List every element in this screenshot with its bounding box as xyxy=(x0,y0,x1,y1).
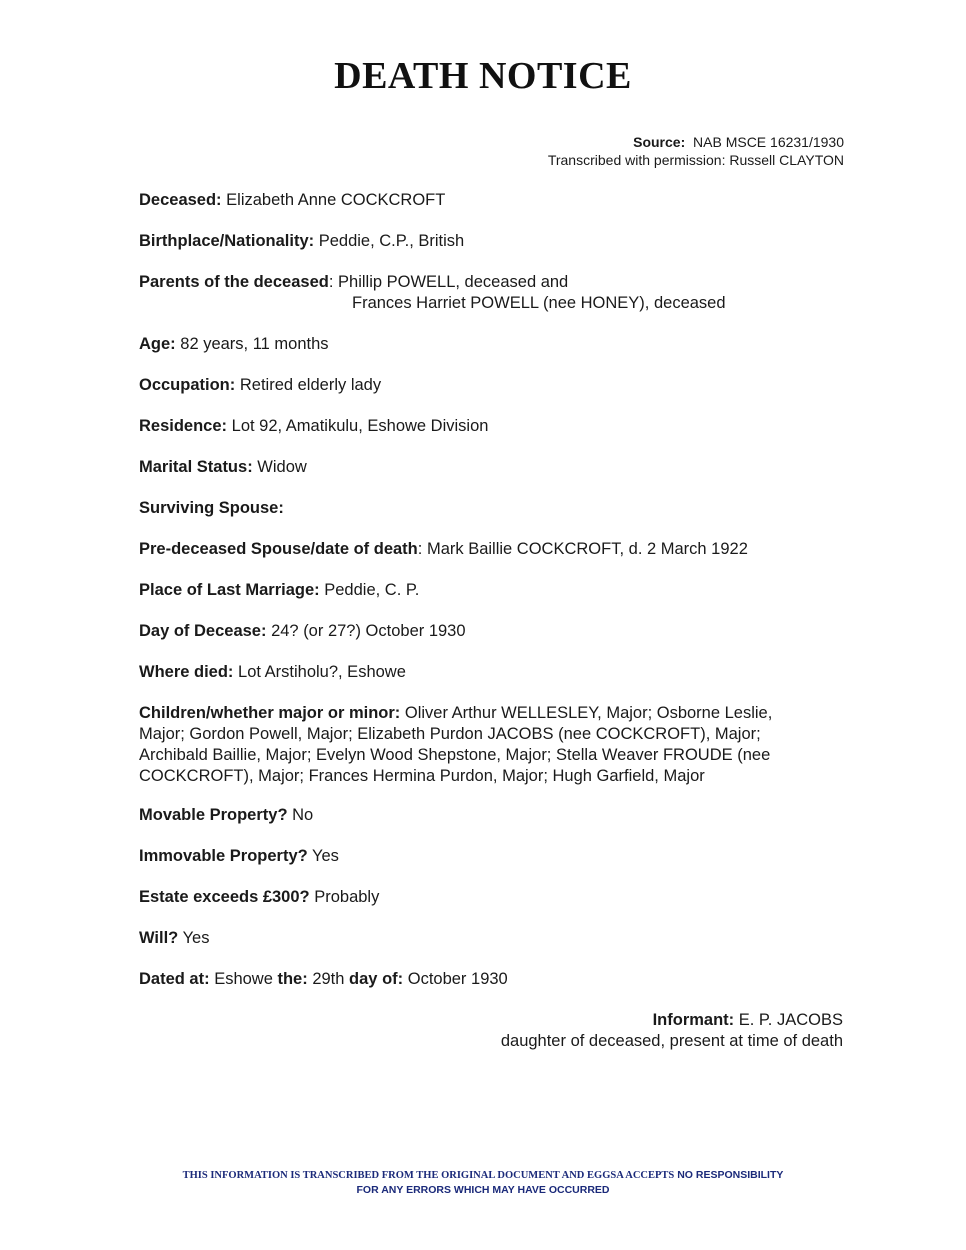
field-label: Marital Status: xyxy=(139,458,253,476)
field-surviving-spouse xyxy=(139,498,839,519)
source-value: NAB MSCE 16231/1930 xyxy=(693,134,844,150)
field-occupation xyxy=(139,375,839,396)
field-value: Yes xyxy=(312,847,339,865)
field-value: Oliver Arthur WELLESLEY, Major; Osborne Leslie, xyxy=(404,704,773,722)
field-label: Pre-deceased Spouse/date of death xyxy=(139,540,418,558)
informant-label: Informant: xyxy=(652,1011,735,1029)
field-value: Eshowe xyxy=(214,970,273,988)
source-block xyxy=(548,133,844,169)
informant-block xyxy=(501,1010,843,1052)
field-children xyxy=(139,703,839,787)
field-marital-status xyxy=(139,457,839,478)
field-value: Retired elderly lady xyxy=(239,376,382,394)
field-value-continued: Frances Harriet POWELL (nee HONEY), deceased xyxy=(352,294,726,312)
field-immovable-property xyxy=(139,846,839,867)
transcribed-line: Transcribed with permission: Russell CLAYTON xyxy=(547,152,844,168)
field-label: Estate exceeds £300? xyxy=(139,888,310,906)
field-value: Lot Arstiholu?, Eshowe xyxy=(238,663,406,681)
field-value: Peddie, C.P., British xyxy=(318,232,465,250)
informant-value: E. P. JACOBS xyxy=(738,1011,843,1029)
field-place-of-marriage xyxy=(139,580,839,601)
disclaimer-line2: FOR ANY ERRORS WHICH MAY HAVE OCCURRED xyxy=(356,1184,610,1196)
page-title: DEATH NOTICE xyxy=(334,55,632,97)
field-label: Parents of the deceased xyxy=(139,273,329,291)
field-parents xyxy=(139,272,839,314)
field-estate xyxy=(139,887,839,908)
field-value-continued: Archibald Baillie, Major; Evelyn Wood Shepstone, Major; Stella Weaver FROUDE (nee xyxy=(139,746,771,764)
field-value-continued: Major; Gordon Powell, Major; Elizabeth Purdon JACOBS (nee COCKCROFT), Major; xyxy=(139,725,761,743)
field-birthplace xyxy=(139,231,839,252)
field-value: No xyxy=(292,806,314,824)
field-value: October 1930 xyxy=(407,970,508,988)
field-age xyxy=(139,334,839,355)
field-label: Children/whether major or minor: xyxy=(139,704,401,722)
field-label: Birthplace/Nationality: xyxy=(139,232,315,250)
disclaimer-footer xyxy=(0,1168,966,1197)
field-movable-property xyxy=(139,805,839,826)
field-label: Deceased: xyxy=(139,191,222,209)
field-value: Yes xyxy=(182,929,210,947)
field-day-of-decease xyxy=(139,621,839,642)
field-value: 29th xyxy=(312,970,345,988)
disclaimer-line1-serif: THIS INFORMATION IS TRANSCRIBED FROM THE ORIGINAL DOCUMENT AND EGGSA ACCEPTS xyxy=(182,1170,675,1181)
field-label: day of: xyxy=(349,970,404,988)
field-dated xyxy=(139,969,839,990)
field-label: Age: xyxy=(139,335,176,353)
field-value: 82 years, 11 months xyxy=(180,335,329,353)
field-label: Movable Property? xyxy=(139,806,288,824)
field-label: Occupation: xyxy=(139,376,236,394)
field-value: Phillip POWELL, deceased and xyxy=(338,273,569,291)
field-value: Widow xyxy=(257,458,307,476)
field-label: Place of Last Marriage: xyxy=(139,581,320,599)
source-label: Source: xyxy=(633,134,686,150)
field-label: Immovable Property? xyxy=(139,847,308,865)
field-label: Dated at: xyxy=(139,970,210,988)
source-line xyxy=(548,133,844,151)
informant-relation: daughter of deceased, present at time of death xyxy=(500,1032,843,1050)
field-will xyxy=(139,928,839,949)
field-where-died xyxy=(139,662,839,683)
field-value-continued: COCKCROFT), Major; Frances Hermina Purdon, Major; Hugh Garfield, Major xyxy=(139,767,705,785)
field-label: Surviving Spouse: xyxy=(139,499,284,517)
field-value: Peddie, C. P. xyxy=(324,581,420,599)
field-value: Elizabeth Anne COCKCROFT xyxy=(226,191,446,209)
field-label: Residence: xyxy=(139,417,228,435)
field-value: Probably xyxy=(314,888,380,906)
field-residence xyxy=(139,416,839,437)
field-label: Will? xyxy=(139,929,179,947)
field-label: the: xyxy=(277,970,308,988)
field-label: Day of Decease: xyxy=(139,622,267,640)
disclaimer-line1-sans: NO RESPONSIBILITY xyxy=(677,1169,784,1181)
field-deceased xyxy=(139,190,839,211)
field-separator: : xyxy=(417,540,423,558)
field-value: 24? (or 27?) October 1930 xyxy=(271,622,466,640)
field-value: Lot 92, Amatikulu, Eshowe Division xyxy=(231,417,489,435)
field-value: Mark Baillie COCKCROFT, d. 2 March 1922 xyxy=(426,540,748,558)
field-label: Where died: xyxy=(139,663,234,681)
field-separator: : xyxy=(328,273,334,291)
field-predeceased-spouse xyxy=(139,539,839,560)
